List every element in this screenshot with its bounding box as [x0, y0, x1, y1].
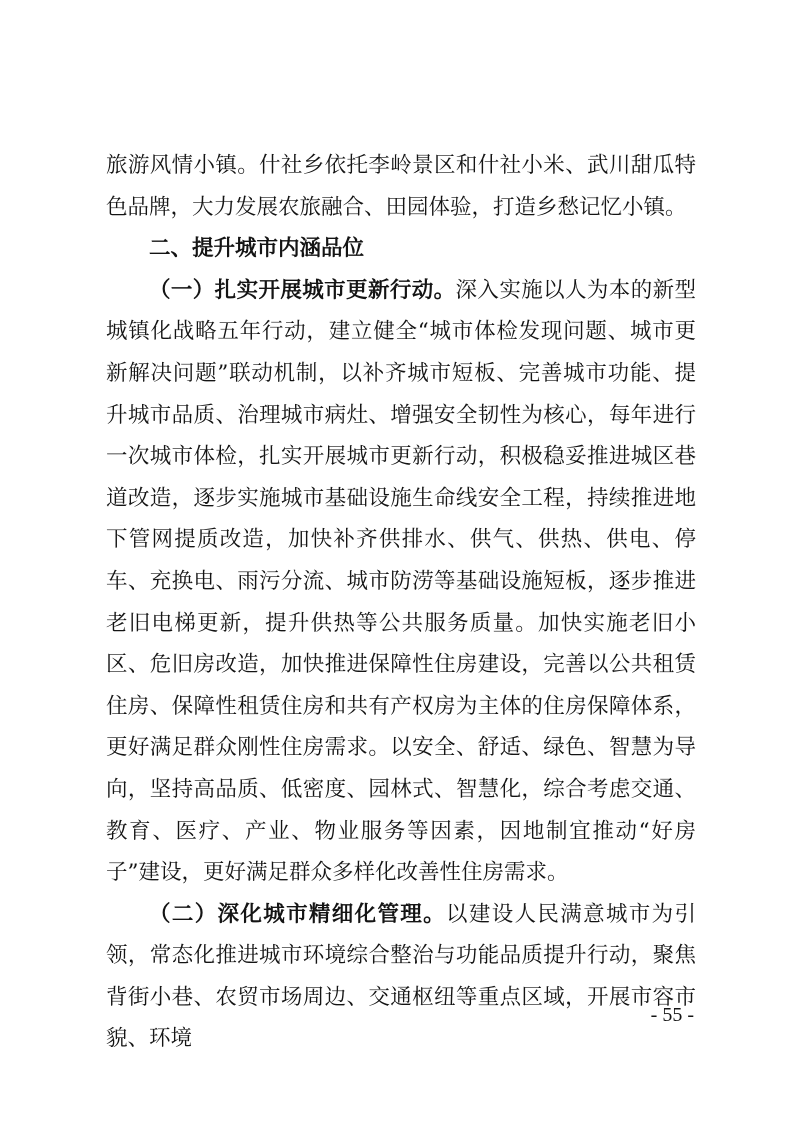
paragraph-urban-renewal [106, 270, 696, 894]
paragraph-refined-management [106, 894, 696, 1060]
section-heading-text: 二、提升城市内涵品位 [149, 236, 365, 262]
section-heading [106, 228, 696, 270]
page-number: - 55 - [650, 1004, 694, 1026]
subheading-urban-renewal: （一）扎实开展城市更新行动。 [149, 277, 456, 303]
paragraph-continued: 旅游风情小镇。什社乡依托李岭景区和什社小米、武川甜瓜特色品牌，大力发展农旅融合、田园体验，打造乡愁记忆小镇。 [106, 153, 696, 220]
paragraph-refined-management-text: 以建设人民满意城市为引领，常态化推进城市环境综合整治与功能品质提升行动，聚焦背街小巷、农贸市场周边、交通枢纽等重点区域，开展市容市貌、环境 [106, 901, 696, 1052]
subheading-refined-management: （二）深化城市精细化管理。 [149, 901, 447, 927]
body-text [106, 145, 696, 1060]
paragraph-urban-renewal-text: 深入实施以人为本的新型城镇化战略五年行动，建立健全“城市体检发现问题、城市更新解决问题”联动机制，以补齐城市短板、完善城市功能、提升城市品质、治理城市病灶、增强安全韧性为核心，每年进行一次城市体检，扎实开展城市更新行动，积极稳妥推进城区巷道改造，逐步实施城市基础设施生命线安全工程，持续推进地下管网提质改造，加快补齐供排水、供气、供热、供电、停车、充换电、雨污分流、城市防涝等基础设施短板，逐步推进老旧电梯更新，提升供热等公共服务质量。加快实施老旧小区、危旧房改造，加快推进保障性住房建设，完善以公共租赁住房、保障性租赁住房和共有产权房为主体的住房保障体系，更好满足群众刚性住房需求。以安全、舒适、绿色、智慧为导向，坚持高品质、低密度、园林式、智慧化，综合考虑交通、教育、医疗、产业、物业服务等因素，因地制宜推动“好房子”建设，更好满足群众多样化改善性住房需求。 [106, 277, 696, 886]
